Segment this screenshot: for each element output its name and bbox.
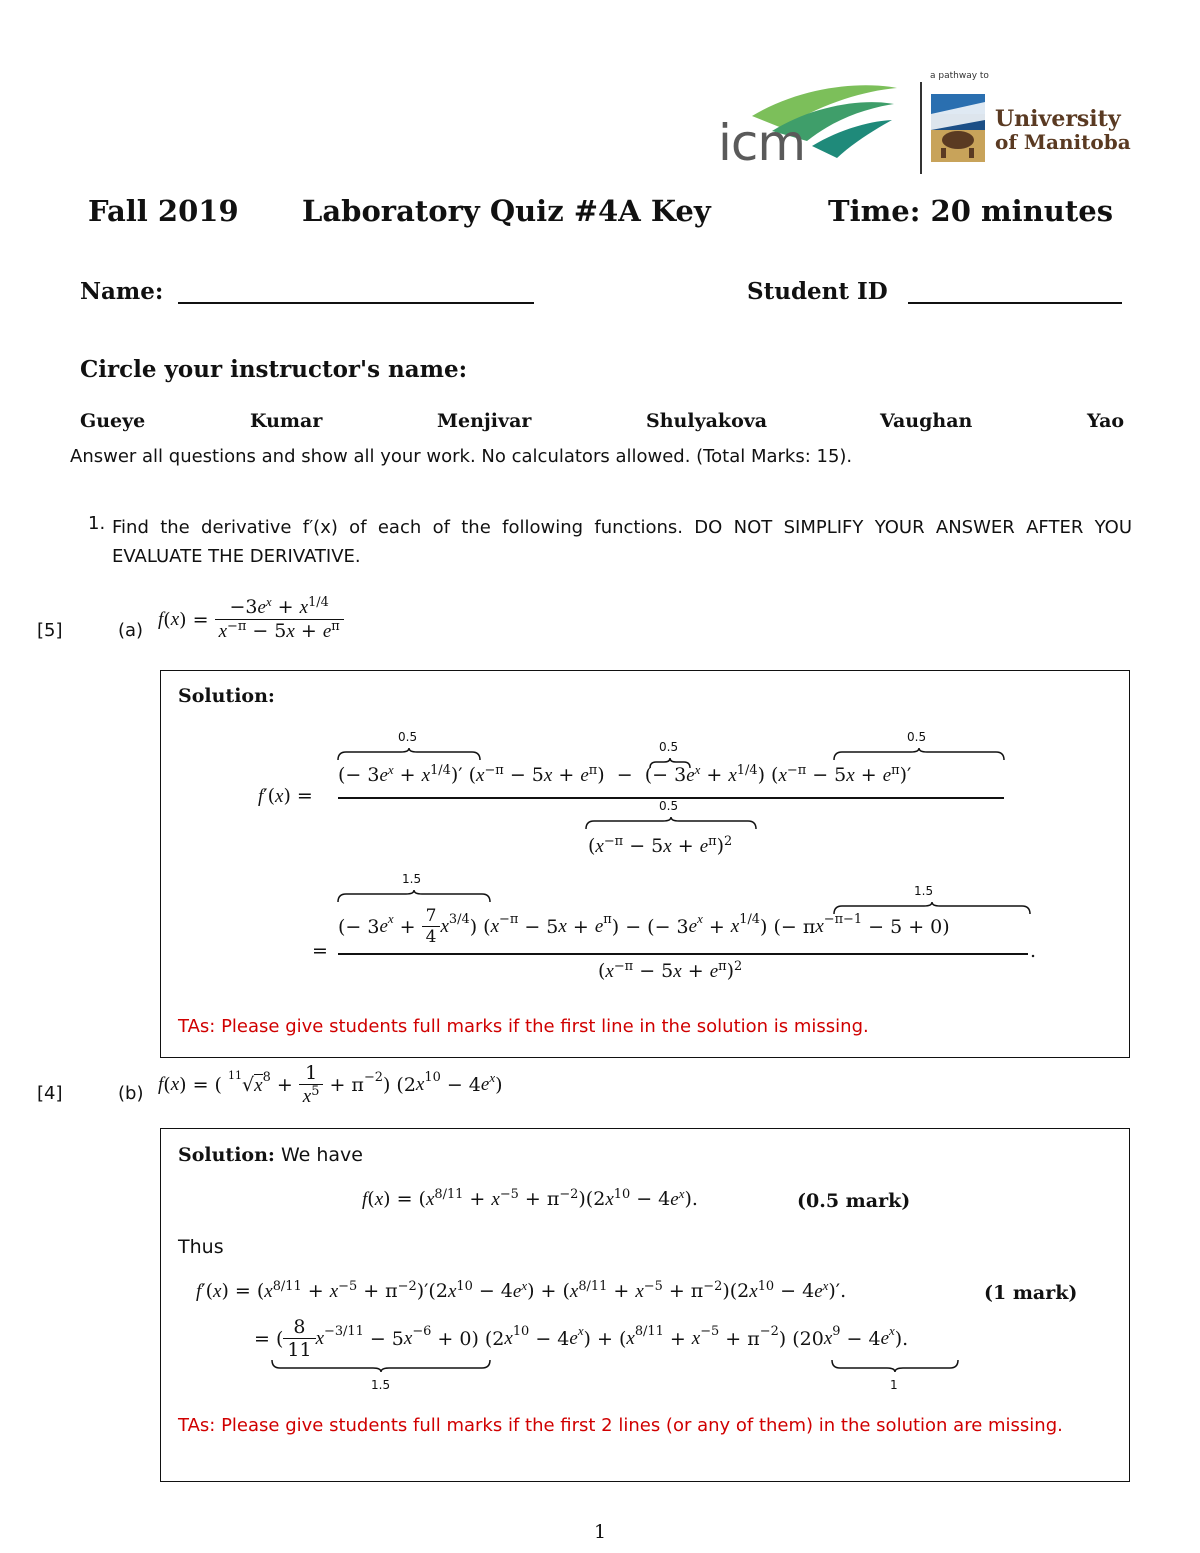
- part-a-label: (a): [118, 620, 144, 641]
- part-a-line2-denominator: $(x^{-\pi} - 5x + e^\pi)^2$: [598, 958, 743, 982]
- brace-mark-6: 1.5: [914, 884, 934, 898]
- brace-mark-2: 0.5: [659, 740, 679, 754]
- part-b-function: f ( x ) = ( 11 √ x 8 + $\frac{1}{x^5}$ + π −2 ) (2 x 10 − 4 e x ): [158, 1062, 503, 1107]
- icm-logo: [712, 76, 902, 176]
- part-a-line2-numerator: (− 3 e x + $\frac{7}{4}$ x 3/4 ) ( x −π − 5 x + e π ) − (− 3 e x + x 1/4 ) (− π x −π−1 − 5 + 0): [338, 906, 950, 947]
- part-a-line1-numerator: (− $3e^x + x^{1/4})'$ $(x^{-\pi} - 5x + e^\pi)$ − (− $3e^x + x^{1/4}$) $(x^{-\pi} - 5x + e^\pi)'$: [338, 761, 912, 786]
- part-b-derivative-line2: = ( $\frac{8}{11}$ x −3/11 − 5 x −6 + 0) (2 x 10 − 4 e x ) + ( x 8/11 + x −5 + π −2 ) (20 x 9 − 4 e x ).: [254, 1316, 909, 1361]
- university-name-line1: University: [995, 106, 1121, 132]
- part-b-marks: [4]: [37, 1083, 63, 1104]
- pathway-text: a pathway to: [930, 71, 989, 81]
- part-b-we-have: We have: [280, 1144, 363, 1166]
- instructor-shulyakova[interactable]: Shulyakova: [646, 410, 768, 432]
- part-a-line2-period: .: [1030, 940, 1037, 962]
- part-b-solution-header: [178, 1144, 363, 1166]
- part-b-mark-half: (0.5 mark): [797, 1190, 911, 1212]
- underbrace-2: [832, 1360, 958, 1374]
- question-text: Find the derivative f′(x) of each of the following functions. DO NOT SIMPLIFY YOUR ANSWER AFTER YOU EVALUATE THE DERIVATIVE.: [112, 517, 1132, 567]
- term: Fall 2019: [88, 194, 239, 228]
- page-number: 1: [594, 1521, 607, 1543]
- brace-mark-b1: 1.5: [371, 1378, 391, 1392]
- part-a-marks: [5]: [37, 620, 63, 641]
- overbrace-4: [586, 817, 756, 831]
- part-a-line2-eq: =: [312, 940, 328, 962]
- part-a-ta-note: TAs: Please give students full marks if the first line in the solution is missing.: [178, 1016, 869, 1037]
- part-a-line1-lhs: f′(x) =: [258, 785, 313, 807]
- student-id-label: Student ID: [747, 278, 888, 305]
- student-id-line[interactable]: [908, 302, 1122, 304]
- overbrace-1: [338, 748, 480, 762]
- brace-mark-5: 1.5: [402, 872, 422, 886]
- instructor-gueye[interactable]: Gueye: [80, 410, 146, 432]
- part-b-derivative-line1: $f'(x) = (x^{8/11} + x^{-5} + \pi^{-2})'(2x^{10} - 4e^x) + (x^{8/11} + x^{-5} + \pi^{-2})(2x^{10} - 4e^x)'$.: [196, 1277, 847, 1302]
- brace-mark-b2: 1: [890, 1378, 898, 1392]
- overbrace-3: [834, 748, 1004, 762]
- part-a-line2-fraction-bar: [338, 953, 1028, 955]
- icm-text: icm: [718, 114, 806, 172]
- part-a-solution-label: Solution:: [178, 685, 275, 707]
- instructor-menjivar[interactable]: Menjivar: [437, 410, 532, 432]
- overbrace-6: [834, 902, 1030, 916]
- instructor-kumar[interactable]: Kumar: [250, 410, 323, 432]
- university-name-line2: of Manitoba: [995, 130, 1131, 154]
- underbrace-1: [272, 1360, 490, 1374]
- part-a-solution-box: [160, 670, 1130, 1058]
- question-number: 1.: [88, 513, 106, 534]
- part-a-function: f ( x ) = $\frac{-3e^x + x^{1/4}}{x^{-\pi} - 5x + e^\pi}$: [158, 596, 344, 643]
- instructions: Answer all questions and show all your work. No calculators allowed. (Total Marks: 15).: [70, 446, 853, 467]
- name-label: Name:: [80, 278, 164, 305]
- overbrace-5: [338, 890, 490, 904]
- time-limit: Time: 20 minutes: [828, 194, 1114, 228]
- quiz-title: Laboratory Quiz #4A Key: [302, 194, 711, 228]
- brace-mark-4: 0.5: [659, 799, 679, 813]
- logo-divider: [920, 82, 922, 174]
- university-crest-icon: [931, 94, 985, 162]
- instructor-yao[interactable]: Yao: [1087, 410, 1125, 432]
- name-line[interactable]: [178, 302, 534, 304]
- part-b-ta-note: TAs: Please give students full marks if the first 2 lines (or any of them) in the solution are missing.: [178, 1415, 1063, 1436]
- instructor-prompt: Circle your instructor's name:: [80, 356, 468, 383]
- overbrace-2: [650, 758, 690, 770]
- instructor-vaughan[interactable]: Vaughan: [880, 410, 973, 432]
- part-b-rewrite: $f(x) = (x^{8/11} + x^{-5} + \pi^{-2})(2x^{10} - 4e^x)$.: [362, 1185, 698, 1210]
- brace-mark-1: 0.5: [398, 730, 418, 744]
- part-a-line1-denominator: $(x^{-\pi} - 5x + e^\pi)^2$: [588, 833, 733, 857]
- part-b-label: (b): [118, 1083, 144, 1104]
- part-b-solution-label: Solution:: [178, 1144, 275, 1166]
- part-b-mark-one: (1 mark): [984, 1282, 1078, 1304]
- part-b-thus: Thus: [178, 1236, 224, 1258]
- brace-mark-3: 0.5: [907, 730, 927, 744]
